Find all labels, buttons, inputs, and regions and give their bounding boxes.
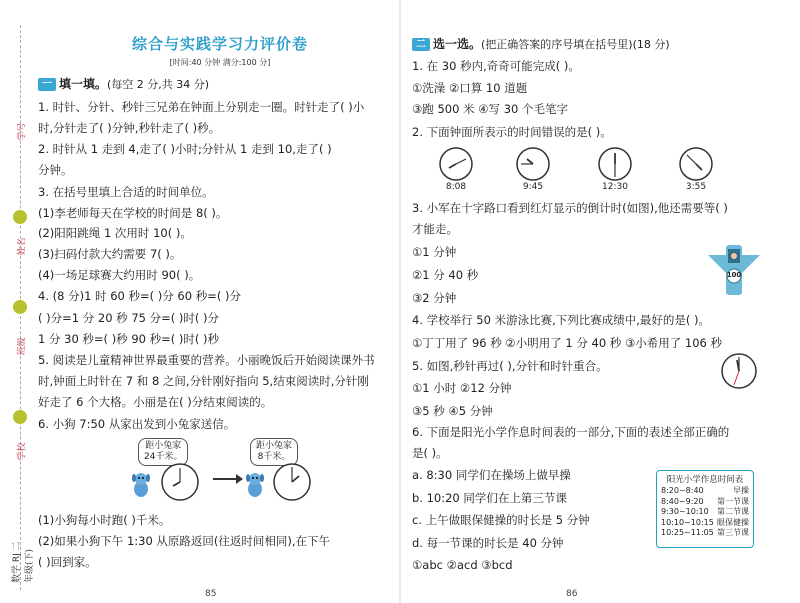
question-line: 2. 时针从 1 走到 4,走了( )小时;分针从 1 走到 10,走了( ) <box>38 142 332 156</box>
question-line: 3. 小军在十字路口看到红灯显示的倒计时(如图),他还需要等( ) <box>412 201 728 215</box>
question-line: ①洗澡 ②口算 10 道题 <box>412 81 528 95</box>
question-line: (1)李老师每天在学校的时间是 8( )。 <box>38 206 228 220</box>
question-line: 好走了 6 个大格。小丽是在( )分结束阅读的。 <box>38 395 273 409</box>
binding-hole <box>13 410 27 424</box>
binding-hole <box>13 210 27 224</box>
page-subtitle: [时间:40 分钟 满分:100 分] <box>169 58 271 67</box>
page-number: 86 <box>566 589 578 599</box>
section-header <box>412 35 670 52</box>
schedule-time: 8:20~8:40 <box>661 486 704 495</box>
question-line: c. 上午做眼保健操的时长是 5 分钟 <box>412 513 590 527</box>
section-title: 填一填。 <box>59 77 108 91</box>
binding-hole <box>13 300 27 314</box>
question-line: ( )分=1 分 20 秒 75 分=( )时( )分 <box>38 311 220 325</box>
question-line: 6. 小狗 7:50 从家出发到小兔家送信。 <box>38 417 236 431</box>
clock-time-label: 3:55 <box>685 182 707 192</box>
question-line: 是( )。 <box>412 446 448 460</box>
question-line: 1. 时针、分针、秒针三兄弟在钟面上分别走一圈。时针走了( )小 <box>38 100 365 114</box>
section-note: (每空 2 分,共 34 分) <box>107 78 210 91</box>
schedule-row <box>661 486 749 497</box>
page-title: 综合与实践学习力评价卷 <box>131 35 308 53</box>
schedule-activity: 眼保健操 <box>717 517 749 527</box>
clock-face-icon <box>160 462 200 502</box>
clock-face-icon <box>597 146 633 182</box>
question-line: 时,分针走了( )分钟,秒针走了( )秒。 <box>38 121 221 135</box>
question-line: (3)扫码付款大约需要 7( )。 <box>38 247 182 261</box>
question-line: 才能走。 <box>412 222 458 236</box>
question-line: d. 每一节课的时长是 40 分钟 <box>412 536 564 550</box>
section-header <box>38 75 209 92</box>
question-line: ①abc ②acd ③bcd <box>412 558 513 572</box>
question-line: 时,钟面上时针在 7 和 8 之间,分针刚好指向 5,结束阅读时,分针刚 <box>38 374 369 388</box>
question-line: 2. 下面钟面所表示的时间错误的是( )。 <box>412 125 612 139</box>
traffic-light-icon <box>708 245 760 295</box>
clock-face-icon <box>272 462 312 502</box>
schedule-time: 10:10~10:15 <box>661 517 714 527</box>
question-line: ③跑 500 米 ④写 30 个毛笔字 <box>412 102 568 116</box>
question-line: (1)小狗每小时跑( )千米。 <box>38 513 171 527</box>
puppy-icon <box>244 472 266 498</box>
section-title: 选一选。 <box>433 37 482 51</box>
question-line: 5. 如图,秒针再过( ),分针和时针重合。 <box>412 359 608 373</box>
question-line: ①1 分钟 <box>412 245 457 259</box>
schedule-activity: 第一节课 <box>717 496 749 506</box>
class-label: 班级 <box>17 337 28 356</box>
page-number: 85 <box>205 589 217 599</box>
question-line: ③2 分钟 <box>412 291 457 305</box>
clock-face-icon <box>720 352 758 390</box>
question-line: a. 8:30 同学们在操场上做早操 <box>412 468 571 482</box>
question-line: 3. 在括号里填上合适的时间单位。 <box>38 185 214 199</box>
question-line: 1 分 30 秒=( )秒 90 秒=( )时( )秒 <box>38 332 220 346</box>
question-line: 4. 学校举行 50 米游泳比赛,下列比赛成绩中,最好的是( )。 <box>412 313 711 327</box>
schedule-title: 阳光小学作息时间表 <box>666 475 744 485</box>
schedule-activity: 第三节课 <box>717 528 749 537</box>
clock-time-label: 8:08 <box>445 182 467 192</box>
section-number: 二 <box>412 38 430 51</box>
question-line: 6. 下面是阳光小学作息时间表的一部分,下面的表述全部正确的 <box>412 425 730 439</box>
question-line: (4)一场足球赛大约用时 90( )。 <box>38 268 201 282</box>
countdown-number: 100 <box>726 271 742 279</box>
clock-time-label: 12:30 <box>602 182 628 192</box>
schedule-row <box>661 507 749 518</box>
question-line: ②1 分 40 秒 <box>412 268 479 282</box>
question-line: ①1 小时 ②12 分钟 <box>412 381 512 395</box>
section-number: 一 <box>38 78 56 91</box>
clock-face-icon <box>438 146 474 182</box>
question-line: (2)阳阳跳绳 1 次用时 10( )。 <box>38 226 192 240</box>
schedule-row <box>661 497 749 508</box>
question-line: 1. 在 30 秒内,奇奇可能完成( )。 <box>412 59 580 73</box>
question-line: ①丁丁用了 96 秒 ②小明用了 1 分 40 秒 ③小希用了 106 秒 <box>412 336 723 350</box>
student-id-label: 学号 <box>17 122 28 141</box>
name-label: 姓名 <box>17 237 28 256</box>
clock-face-icon <box>678 146 714 182</box>
school-label: 学校 <box>17 442 28 461</box>
distance-bubble-2: 距小兔家 8千米。 <box>250 438 298 466</box>
schedule-table <box>656 470 754 548</box>
question-line: b. 10:20 同学们在上第三节课 <box>412 491 567 505</box>
question-line: ( )回到家。 <box>38 555 97 569</box>
question-line: (2)如果小狗下午 1:30 从原路返回(往返时间相同),在下午 <box>38 534 331 548</box>
schedule-time: 9:30~10:10 <box>661 507 709 516</box>
clock-time-label: 9:45 <box>522 182 544 192</box>
binding-column <box>12 25 35 590</box>
clock-face-icon <box>515 146 551 182</box>
question-line: 4. (8 分)1 时 60 秒=( )分 60 秒=( )分 <box>38 289 241 303</box>
section-note: (把正确答案的序号填在括号里)(18 分) <box>481 38 670 51</box>
distance-bubble-1: 距小兔家 24千米。 <box>138 438 188 466</box>
puppy-icon <box>130 472 152 498</box>
book-label: 数学 RJ 二年级(下) <box>12 541 35 583</box>
schedule-activity: 早操 <box>733 486 749 495</box>
schedule-row <box>661 528 749 539</box>
arrow-icon <box>213 478 241 480</box>
schedule-time: 10:25~11:05 <box>661 528 714 537</box>
schedule-activity: 第二节课 <box>717 507 749 516</box>
schedule-row <box>661 518 749 529</box>
question-line: ③5 秒 ④5 分钟 <box>412 404 493 418</box>
question-line: 分钟。 <box>38 163 73 177</box>
question-line: 5. 阅读是儿童精神世界最重要的营养。小丽晚饭后开始阅读课外书 <box>38 353 375 367</box>
schedule-time: 8:40~9:20 <box>661 496 704 506</box>
